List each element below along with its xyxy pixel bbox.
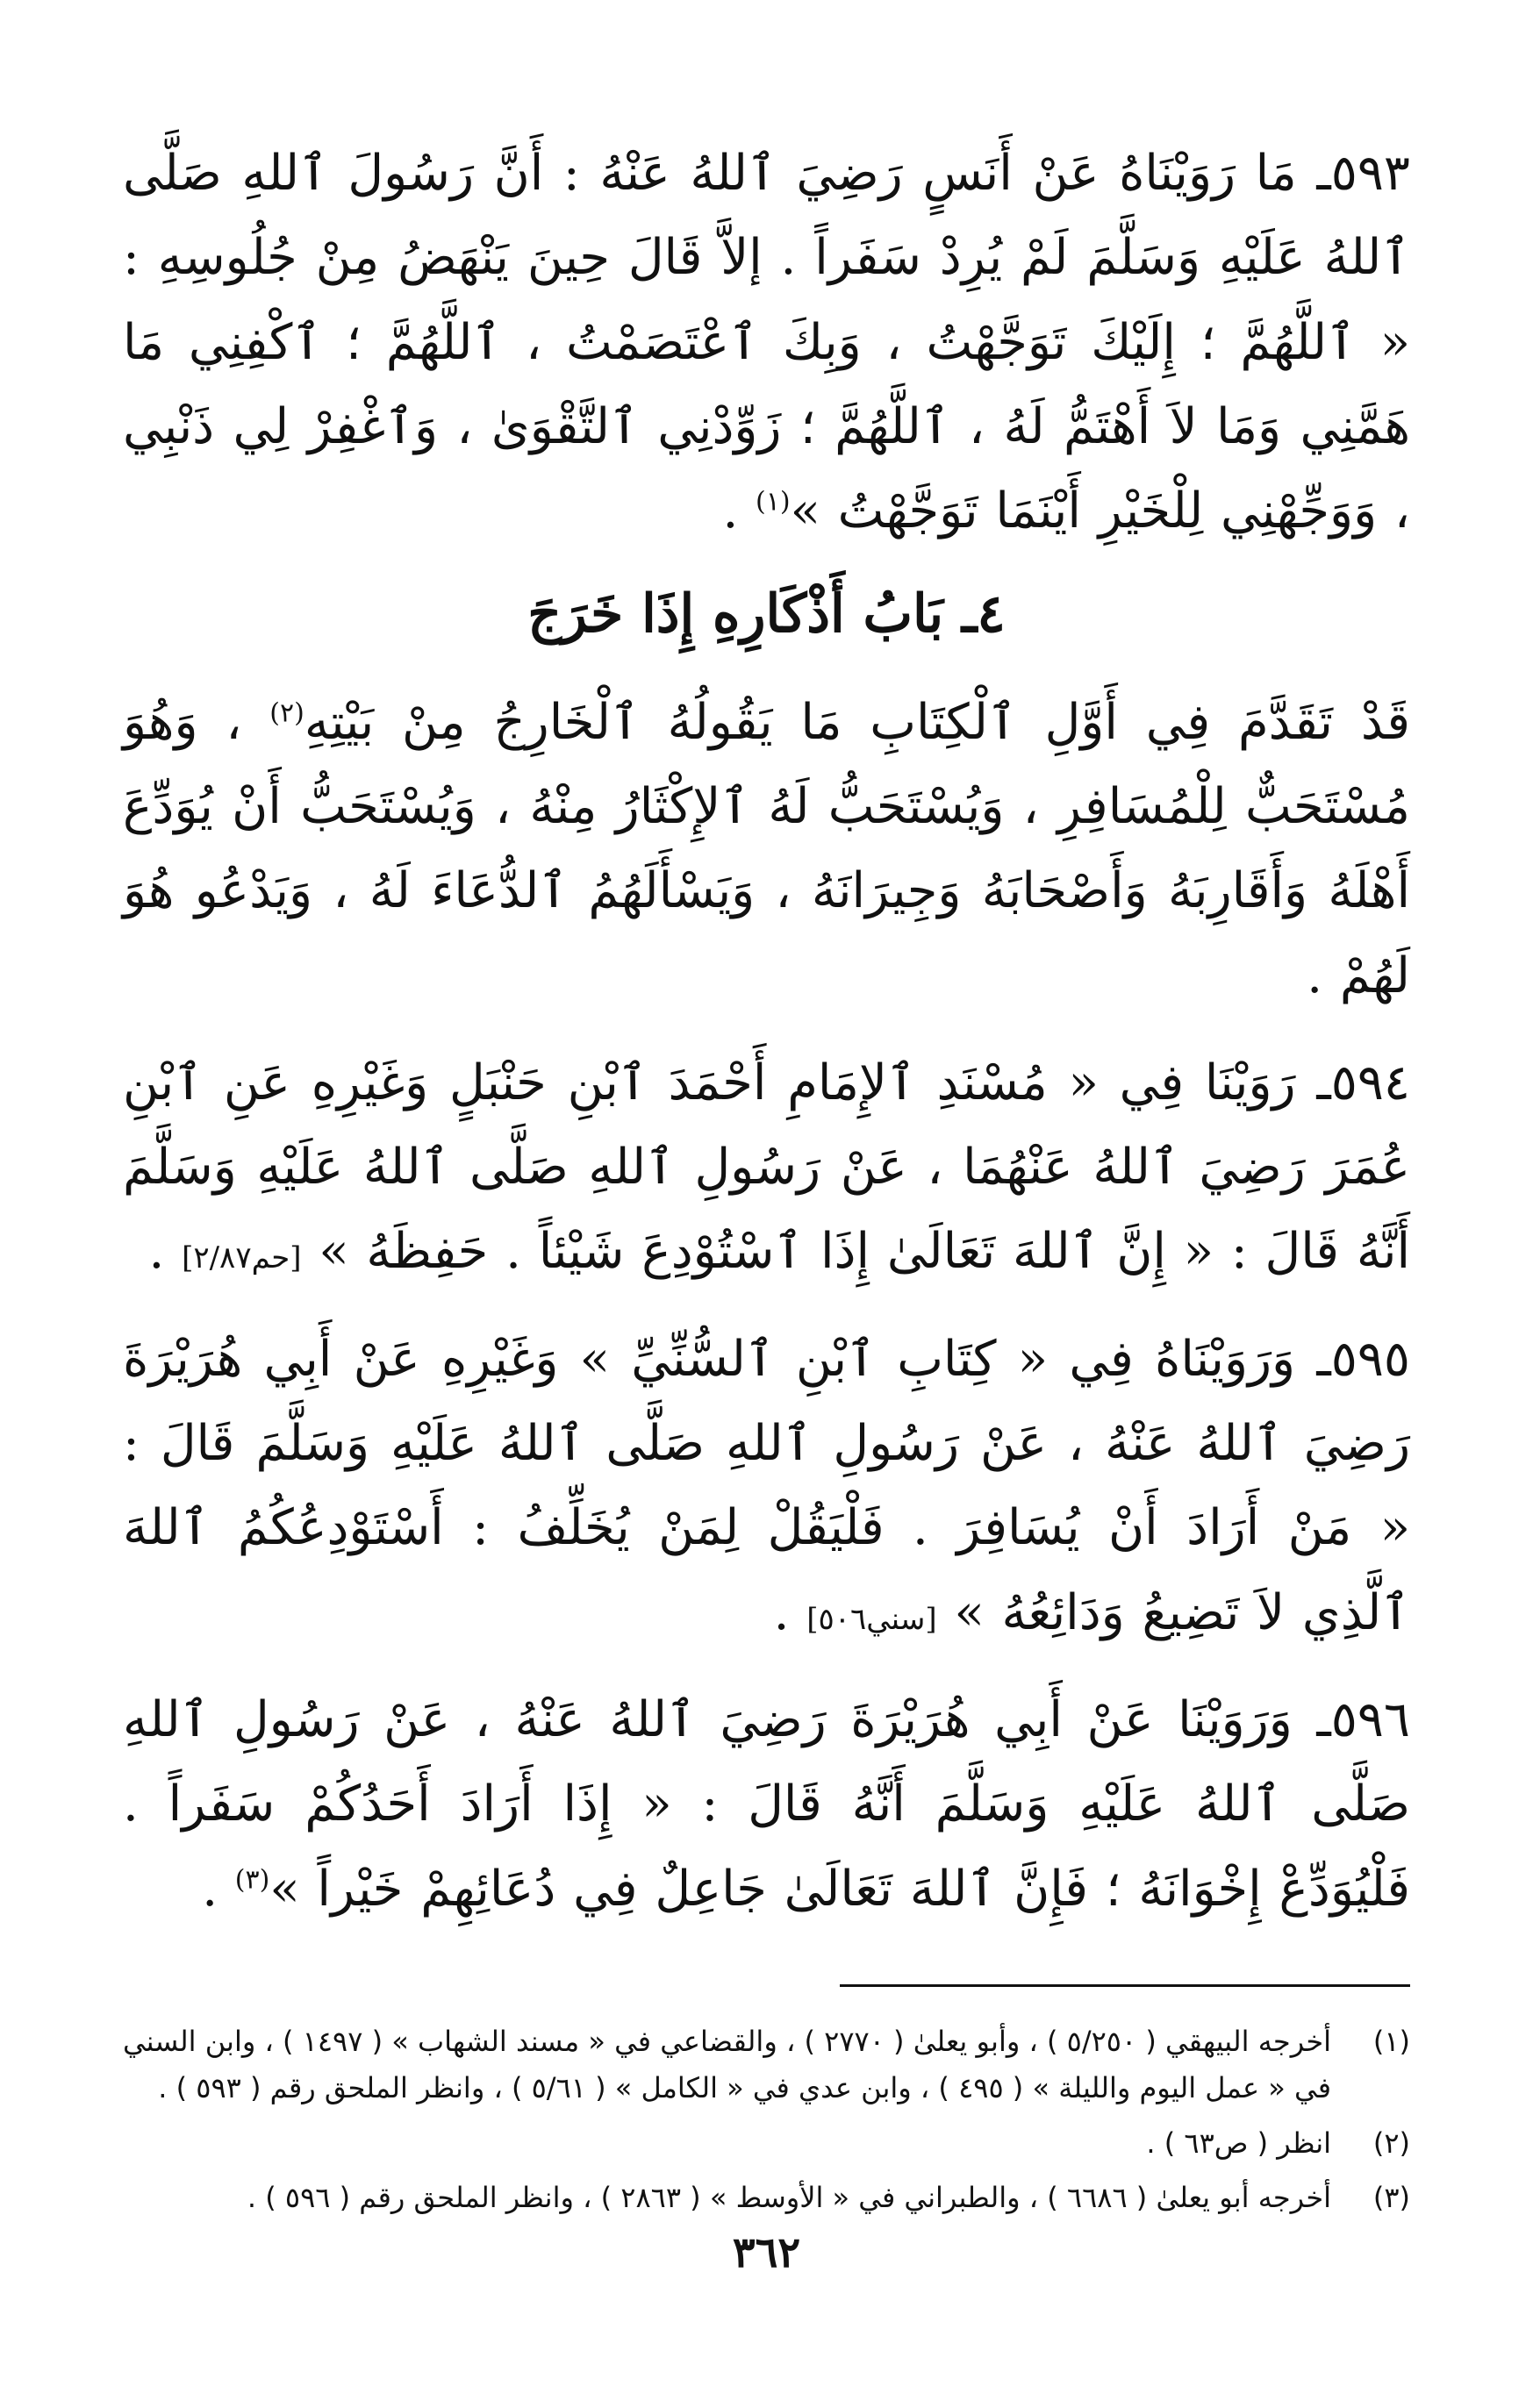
hadith-595-text: ٥٩٥ـ وَرَوَيْنَاهُ فِي « كِتَابِ ٱبْنِ ٱلسُّنِّيِّ » وَغَيْرِهِ عَنْ أَبِي هُرَيْرَةَ رَضِيَ ٱللهُ عَنْهُ ، عَنْ رَسُولِ ٱللهِ صَلَّى ٱللهُ عَلَيْهِ وَسَلَّمَ قَالَ : « مَنْ أَرَادَ أَنْ يُسَافِرَ . فَلْيَقُلْ لِمَنْ يُخَلِّفُ : أَسْتَوْدِعُكُمُ ٱللهَ ٱلَّذِي لاَ تَضِيعُ وَدَائِعُهُ »	[123, 1330, 1410, 1641]
chapter-heading: ٤ـ بَابُ أَذْكَارِهِ إِذَا خَرَجَ	[527, 582, 1006, 645]
page-body	[123, 132, 1410, 2408]
hadith-595-tail: .	[773, 1583, 807, 1641]
footnote-ref-1[interactable]: (١)	[756, 486, 791, 518]
hadith-594-text: ٥٩٤ـ رَوَيْنَا فِي « مُسْنَدِ ٱلإِمَامِ أَحْمَدَ ٱبْنِ حَنْبَلٍ وَغَيْرِهِ عَنِ ٱبْنِ عُمَرَ رَضِيَ ٱللهُ عَنْهُمَا ، عَنْ رَسُولِ ٱللهِ صَلَّى ٱللهُ عَلَيْهِ وَسَلَّمَ أَنَّهُ قَالَ : « إِنَّ ٱللهَ تَعَالَىٰ إِذَا ٱسْتُوْدِعَ شَيْئاً . حَفِظَهُ »	[123, 1054, 1410, 1281]
hadith-593	[123, 132, 1410, 554]
footnote-number: (٣)	[1372, 2181, 1410, 2215]
footnotes	[123, 2019, 1410, 2221]
hadith-594	[123, 1041, 1410, 1295]
footnote-number: (١)	[1372, 2024, 1410, 2058]
hadith-596-text: ٥٩٦ـ وَرَوَيْنَا عَنْ أَبِي هُرَيْرَةَ رَضِيَ ٱللهُ عَنْهُ ، عَنْ رَسُولِ ٱللهِ صَلَّى ٱللهُ عَلَيْهِ وَسَلَّمَ أَنَّهُ قَالَ : « إِذَا أَرَادَ أَحَدُكُمْ سَفَراً . فَلْيُوَدِّعْ إِخْوَانَهُ ؛ فَإِنَّ ٱللهَ تَعَالَىٰ جَاعِلٌ فِي دُعَائِهِمْ خَيْراً »	[123, 1691, 1410, 1918]
footnote-text: أخرجه أبو يعلىٰ ( ٦٦٨٦ ) ، والطبراني في « الأوسط » ( ٢٨٦٣ ) ، وانظر الملحق رقم ( ٥٩٦ ) .	[247, 2181, 1331, 2215]
page-number: ٣٦٢	[732, 2228, 801, 2277]
footnote-3	[123, 2175, 1410, 2221]
hadith-594-tail: .	[148, 1223, 183, 1281]
hadith-595-source: [سني٥٠٦]	[806, 1601, 937, 1637]
footnote-1	[123, 2019, 1410, 2111]
chapter-intro	[123, 681, 1410, 1018]
footnote-2	[123, 2120, 1410, 2167]
hadith-594-source: [حم٢/٨٧]	[182, 1240, 302, 1276]
footnote-ref-3[interactable]: (٣)	[234, 1863, 270, 1895]
footnote-number: (٢)	[1372, 2126, 1410, 2160]
hadith-593-text: ٥٩٣ـ مَا رَوَيْنَاهُ عَنْ أَنَسٍ رَضِيَ ٱللهُ عَنْهُ : أَنَّ رَسُولَ ٱللهِ صَلَّى ٱللهُ عَلَيْهِ وَسَلَّمَ لَمْ يُرِدْ سَفَراً . إلاَّ قَالَ حِينَ يَنْهَضُ مِنْ جُلُوسِهِ : « ٱللَّهُمَّ ؛ إِلَيْكَ تَوَجَّهْتُ ، وَبِكَ ٱعْتَصَمْتُ ، ٱللَّهُمَّ ؛ ٱكْفِنِي مَا هَمَّنِي وَمَا لاَ أَهْتَمُّ لَهُ ، ٱللَّهُمَّ ؛ زَوِّدْنِي ٱلتَّقْوَىٰ ، وَٱغْفِرْ لِي ذَنْبِي ، وَوَجِّهْنِي لِلْخَيْرِ أَيْنَمَا تَوَجَّهْتُ »	[123, 145, 1410, 540]
hadith-595	[123, 1318, 1410, 1655]
hadith-596	[123, 1678, 1410, 1932]
hadith-596-tail: .	[202, 1860, 235, 1918]
footnote-text: أخرجه البيهقي ( ٥/٢٥٠ ) ، وأبو يعلىٰ ( ٢٧٧٠ ) ، والقضاعي في « مسند الشهاب » ( ١٤٩٧ ) ، وابن السني في « عمل اليوم والليلة » ( ٤٩٥ ) ، وابن عدي في « الكامل » ( ٥/٦١ ) ، وانظر الملحق رقم ( ٥٩٣ ) .	[123, 2024, 1332, 2104]
footnote-text: انظر ( ص٦٣ ) .	[1146, 2126, 1331, 2160]
footnote-divider	[840, 1984, 1410, 1987]
hadith-593-tail: .	[722, 482, 756, 540]
footnote-ref-2[interactable]: (٢)	[269, 697, 304, 728]
chapter-intro-tail: ، وَهُوَ مُسْتَحَبٌّ لِلْمُسَافِرِ ، وَيُسْتَحَبُّ لَهُ ٱلإِكْثَارُ مِنْهُ ، وَيُسْتَحَبُّ أَنْ يُوَدِّعَ أَهْلَهُ وَأَقَارِبَهُ وَأَصْحَابَهُ وَجِيرَانَهُ ، وَيَسْأَلَهُمُ ٱلدُّعَاءَ لَهُ ، وَيَدْعُو هُوَ لَهُمْ .	[123, 693, 1410, 1004]
chapter-intro-text: قَدْ تَقَدَّمَ فِي أَوَّلِ ٱلْكِتَابِ مَا يَقُولُهُ ٱلْخَارِجُ مِنْ بَيْتِهِ	[304, 693, 1410, 751]
